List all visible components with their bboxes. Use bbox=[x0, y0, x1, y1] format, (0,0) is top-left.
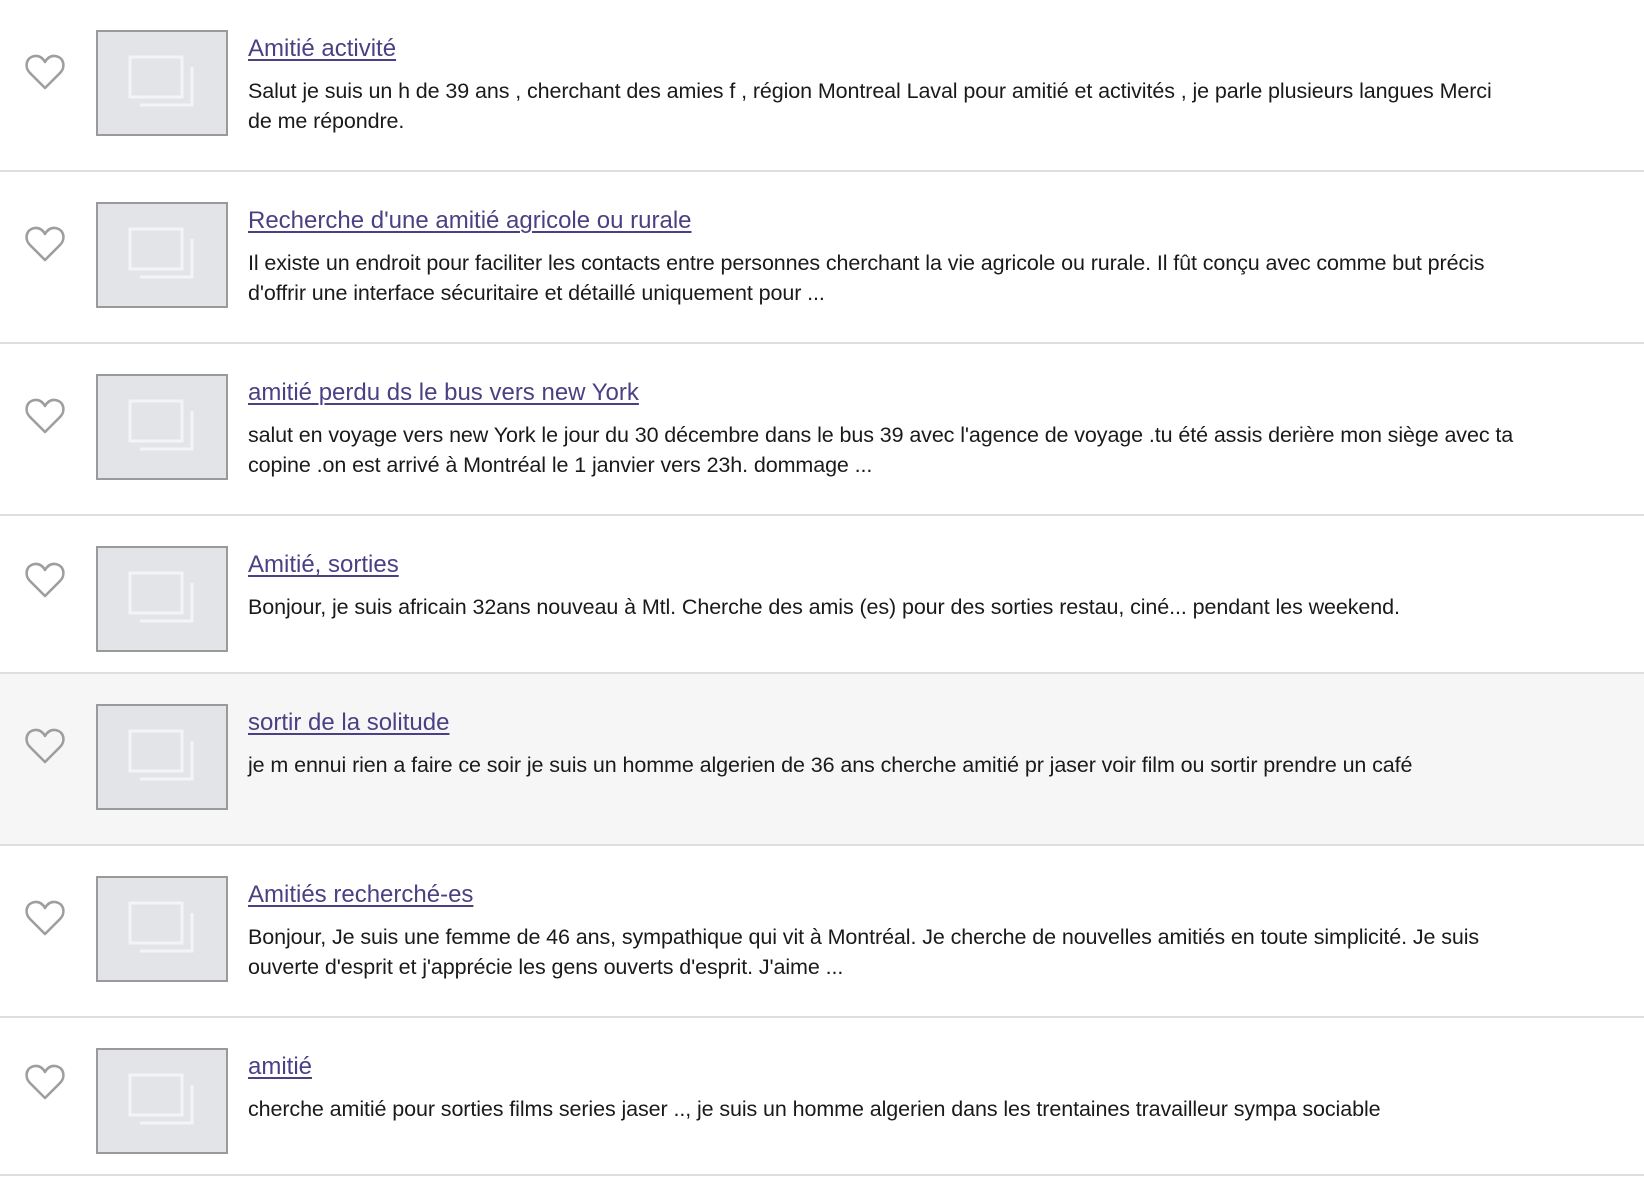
listing-description: cherche amitié pour sorties films series jaser .., je suis un homme algerien dans les trentaines travailleur sympa sociable bbox=[248, 1097, 1381, 1121]
list-item bbox=[0, 344, 1644, 516]
thumbnail-placeholder[interactable] bbox=[96, 374, 228, 480]
listing-description: Bonjour, je suis africain 32ans nouveau à Mtl. Cherche des amis (es) pour des sorties restau, ciné... pendant les weekend. bbox=[248, 595, 1400, 619]
listing-title-link[interactable]: Recherche d'une amitié agricole ou rurale bbox=[248, 207, 692, 234]
list-item bbox=[0, 516, 1644, 674]
list-item bbox=[0, 674, 1644, 846]
listing-description: salut en voyage vers new York le jour du 30 décembre dans le bus 39 avec l'agence de voyage .tu été assis derière mon siège avec ta copine .on est arrivé à Montréal le 1 janvier vers 23h. dommage ... bbox=[248, 423, 1514, 477]
thumbnail-placeholder[interactable] bbox=[96, 876, 228, 982]
heart-icon[interactable] bbox=[24, 224, 66, 264]
listing-title-link[interactable]: Amitié activité bbox=[248, 35, 397, 62]
heart-icon[interactable] bbox=[24, 898, 66, 938]
heart-icon[interactable] bbox=[24, 726, 66, 766]
heart-icon[interactable] bbox=[24, 52, 66, 92]
image-placeholder-icon bbox=[128, 55, 196, 111]
list-item bbox=[0, 846, 1644, 1018]
listing-title-link[interactable]: sortir de la solitude bbox=[248, 709, 450, 736]
listing-description: Salut je suis un h de 39 ans , cherchant des amies f , région Montreal Laval pour amitié et activités , je parle plusieurs langues Merci de me répondre. bbox=[248, 79, 1492, 133]
list-item bbox=[0, 1018, 1644, 1176]
heart-icon[interactable] bbox=[24, 560, 66, 600]
listing-title-link[interactable]: Amitié, sorties bbox=[248, 551, 399, 578]
list-item bbox=[0, 172, 1644, 344]
thumbnail-placeholder[interactable] bbox=[96, 30, 228, 136]
image-placeholder-icon bbox=[128, 227, 196, 283]
thumbnail-placeholder[interactable] bbox=[96, 704, 228, 810]
heart-icon[interactable] bbox=[24, 1062, 66, 1102]
image-placeholder-icon bbox=[128, 729, 196, 785]
listing-title-link[interactable]: Amitiés recherché-es bbox=[248, 881, 474, 908]
thumbnail-placeholder[interactable] bbox=[96, 1048, 228, 1154]
listing-title-link[interactable]: amitié perdu ds le bus vers new York bbox=[248, 379, 639, 406]
image-placeholder-icon bbox=[128, 571, 196, 627]
heart-icon[interactable] bbox=[24, 396, 66, 436]
image-placeholder-icon bbox=[128, 901, 196, 957]
listing-description: Bonjour, Je suis une femme de 46 ans, sympathique qui vit à Montréal. Je cherche de nouvelles amitiés en toute simplicité. Je suis ouverte d'esprit et j'apprécie les gens ouverts d'esprit. J'aime ... bbox=[248, 925, 1480, 979]
listing-description: Il existe un endroit pour faciliter les contacts entre personnes cherchant la vie agricole ou rurale. Il fût conçu avec comme but précis d'offrir une interface sécuritaire et détaillé uniquement pour ... bbox=[248, 251, 1485, 305]
list-item bbox=[0, 0, 1644, 172]
thumbnail-placeholder[interactable] bbox=[96, 546, 228, 652]
thumbnail-placeholder[interactable] bbox=[96, 202, 228, 308]
listing-description: je m ennui rien a faire ce soir je suis un homme algerien de 36 ans cherche amitié pr jaser voir film ou sortir prendre un café bbox=[248, 753, 1413, 777]
image-placeholder-icon bbox=[128, 399, 196, 455]
image-placeholder-icon bbox=[128, 1073, 196, 1129]
listing-title-link[interactable]: amitié bbox=[248, 1053, 313, 1080]
